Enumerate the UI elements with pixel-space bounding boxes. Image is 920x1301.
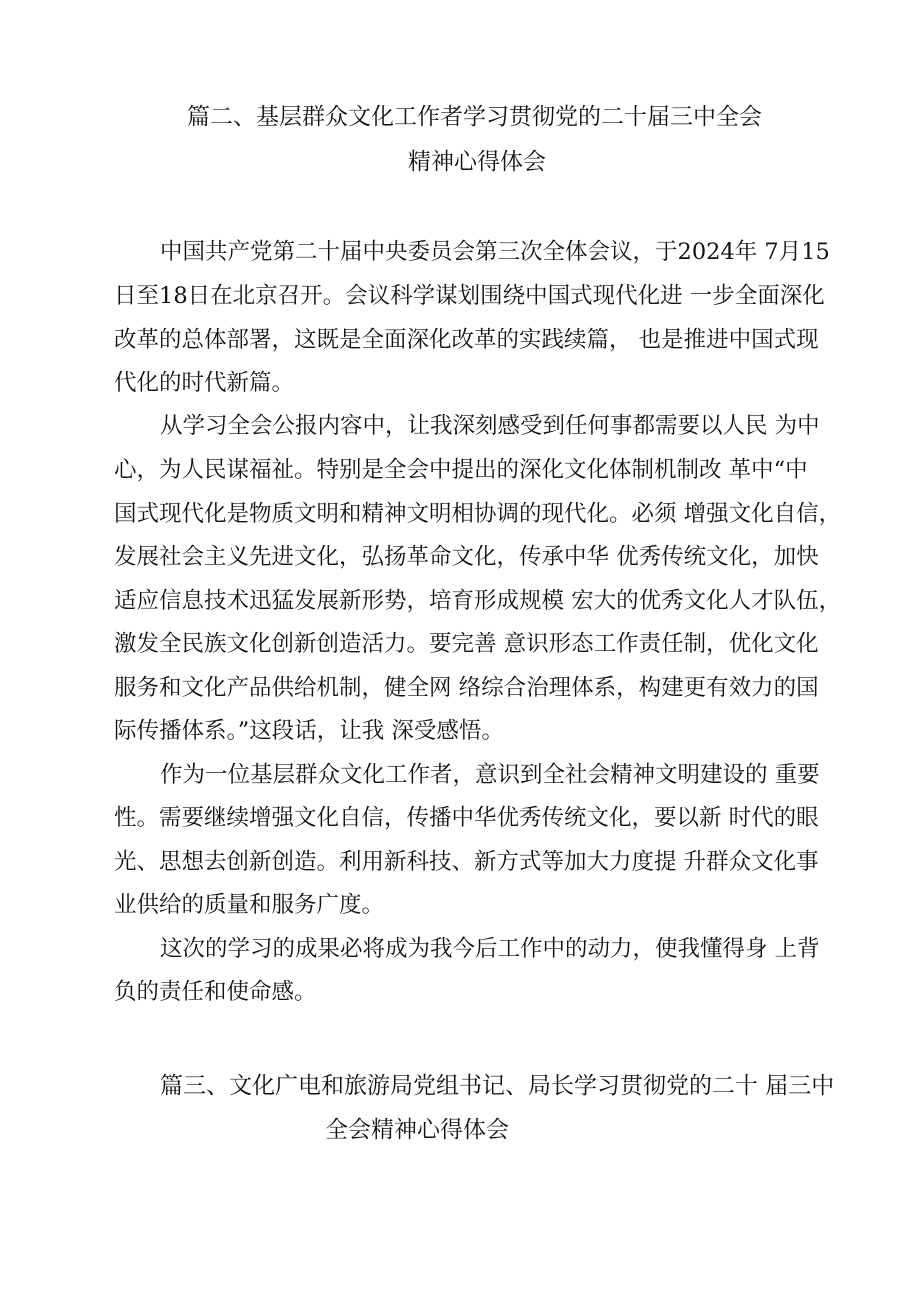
paragraph-line: 激发全民族文化创新创造活力。要完善 意识形态工作责任制，优化文化	[114, 631, 819, 657]
paragraph-line: 适应信息技术迅猛发展新形势，培育形成规模 宏大的优秀文化人才队伍，	[114, 588, 842, 614]
paragraph-line: 发展社会主义先进文化，弘扬革命文化，传承中华 优秀传统文化，加快	[114, 544, 819, 570]
paragraph-line: 光、思想去创新创造。利用新科技、新方式等加大力度提 升群众文化事	[114, 849, 819, 875]
paragraph-line: 从学习全会公报内容中，让我深刻感受到任何事都需要以人民 为中	[160, 413, 820, 439]
paragraph-line: 日至18日在北京召开。会议科学谋划围绕中国式现代化进 一步全面深化	[114, 283, 825, 309]
paragraph-line: 作为一位基层群众文化工作者，意识到全社会精神文明建设的 重要	[160, 762, 820, 788]
paragraph-line: 国式现代化是物质文明和精神文明相协调的现代化。必须 增强文化自信，	[114, 501, 842, 527]
paragraph-line: 心，为人民谋福祉。特别是全会中提出的深化文化体制机制改 革中“中	[114, 457, 808, 483]
paragraph-line: 代化的时代新篇。	[114, 370, 295, 396]
paragraph-line: 性。需要继续增强文化自信，传播中华优秀传统文化，要以新 时代的眼	[114, 805, 819, 831]
paragraph-line: 中国共产党第二十届中央委员会第三次全体会议，于2024年 7月15	[160, 239, 830, 265]
paragraph-line: 际传播体系。”这段话，让我 深受感悟。	[114, 718, 504, 744]
paragraph-line: 服务和文化产品供给机制，健全网 络综合治理体系，构建更有效力的国	[114, 675, 819, 701]
section3-title-line2: 全会精神心得体会	[325, 1117, 509, 1143]
paragraph-line: 业供给的质量和服务广度。	[114, 892, 385, 918]
section2-title-line1: 篇二、基层群众文化工作者学习贯彻党的二十届三中全会	[187, 104, 762, 130]
section2-title-line2: 精神心得体会	[408, 149, 546, 175]
section3-title-line1: 篇三、文化广电和旅游局党组书记、局长学习贯彻党的二十 届三中	[160, 1073, 835, 1099]
paragraph-line: 改革的总体部署，这既是全面深化改革的实践续篇， 也是推进中国式现	[114, 327, 819, 353]
paragraph-line: 负的责任和使命感。	[114, 979, 317, 1005]
paragraph-line: 这次的学习的成果必将成为我今后工作中的动力，使我懂得身 上背	[160, 936, 820, 962]
